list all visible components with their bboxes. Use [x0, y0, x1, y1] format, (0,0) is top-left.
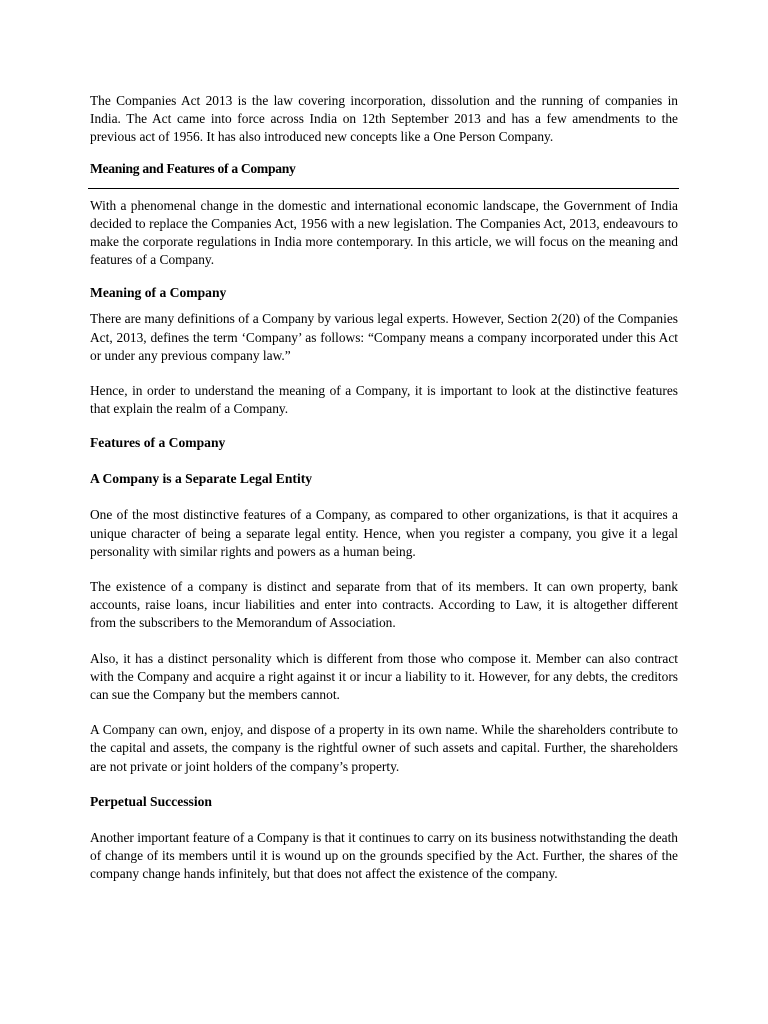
heading-features-of-company: Features of a Company: [90, 435, 226, 451]
paragraph-perpetual-succession: Another important feature of a Company is that it continues to carry on its business notwithstanding the death of change of its members until it is wound up on the grounds specified by the Act. Further, the shares of the company change hands infinitely, but that does not affect the existence of the company.: [90, 829, 678, 882]
paragraph-definitions: There are many definitions of a Company by various legal experts. However, Section 2(20) of the Companies Act, 2013, defines the term ‘Company’ as follows: “Company means a company incorporated under this Act or under any previous company law.”: [90, 311, 678, 363]
document-page: [90, 92, 678, 883]
paragraph-distinctive-features: One of the most distinctive features of a Company, as compared to other organizations, is that it acquires a unique character of being a separate legal entity. Hence, when you register a company, you give it a legal personality with similar rights and powers as a human being.: [90, 507, 678, 559]
paragraph-existence: The existence of a company is distinct and separate from that of its members. It can own property, bank accounts, raise loans, incur liabilities and enter into contracts. According to Law, it is altogether different from the subscribers to the Memorandum of Association.: [90, 579, 678, 631]
heading-separate-legal-entity: A Company is a Separate Legal Entity: [90, 471, 313, 487]
paragraph-own-property: A Company can own, enjoy, and dispose of a property in its own name. While the shareholders contribute to the capital and assets, the company is the rightful owner of such assets and capital. Further, the shareholders are not private or joint holders of the company’s property.: [90, 722, 678, 774]
heading-perpetual-succession: Perpetual Succession: [90, 793, 212, 809]
intro-paragraph: The Companies Act 2013 is the law covering incorporation, dissolution and the running of companies in India. The Act came into force across India on 12th September 2013 and has a few amendments to the previous act of 1956. It has also introduced new concepts like a One Person Company.: [90, 93, 678, 145]
paragraph-phenomenal-change: With a phenomenal change in the domestic and international economic landscape, the Government of India decided to replace the Companies Act, 1956 with a new legislation. The Companies Act, 2013, endeavours to make the corporate regulations in India more contemporary. In this article, we will focus on the meaning and features of a Company.: [90, 197, 678, 268]
heading-meaning-of-company: Meaning of a Company: [90, 285, 227, 301]
paragraph-distinct-personality: Also, it has a distinct personality which is different from those who compose it. Member can also contract with the Company and acquire a right against it or incur a liability to it. However, for any debts, the creditors can sue the Company but the members cannot.: [90, 650, 678, 703]
horizontal-rule: [88, 188, 679, 189]
paragraph-hence: Hence, in order to understand the meaning of a Company, it is important to look at the distinctive features that explain the realm of a Company.: [90, 383, 678, 417]
heading-meaning-and-features: Meaning and Features of a Company: [90, 160, 296, 176]
